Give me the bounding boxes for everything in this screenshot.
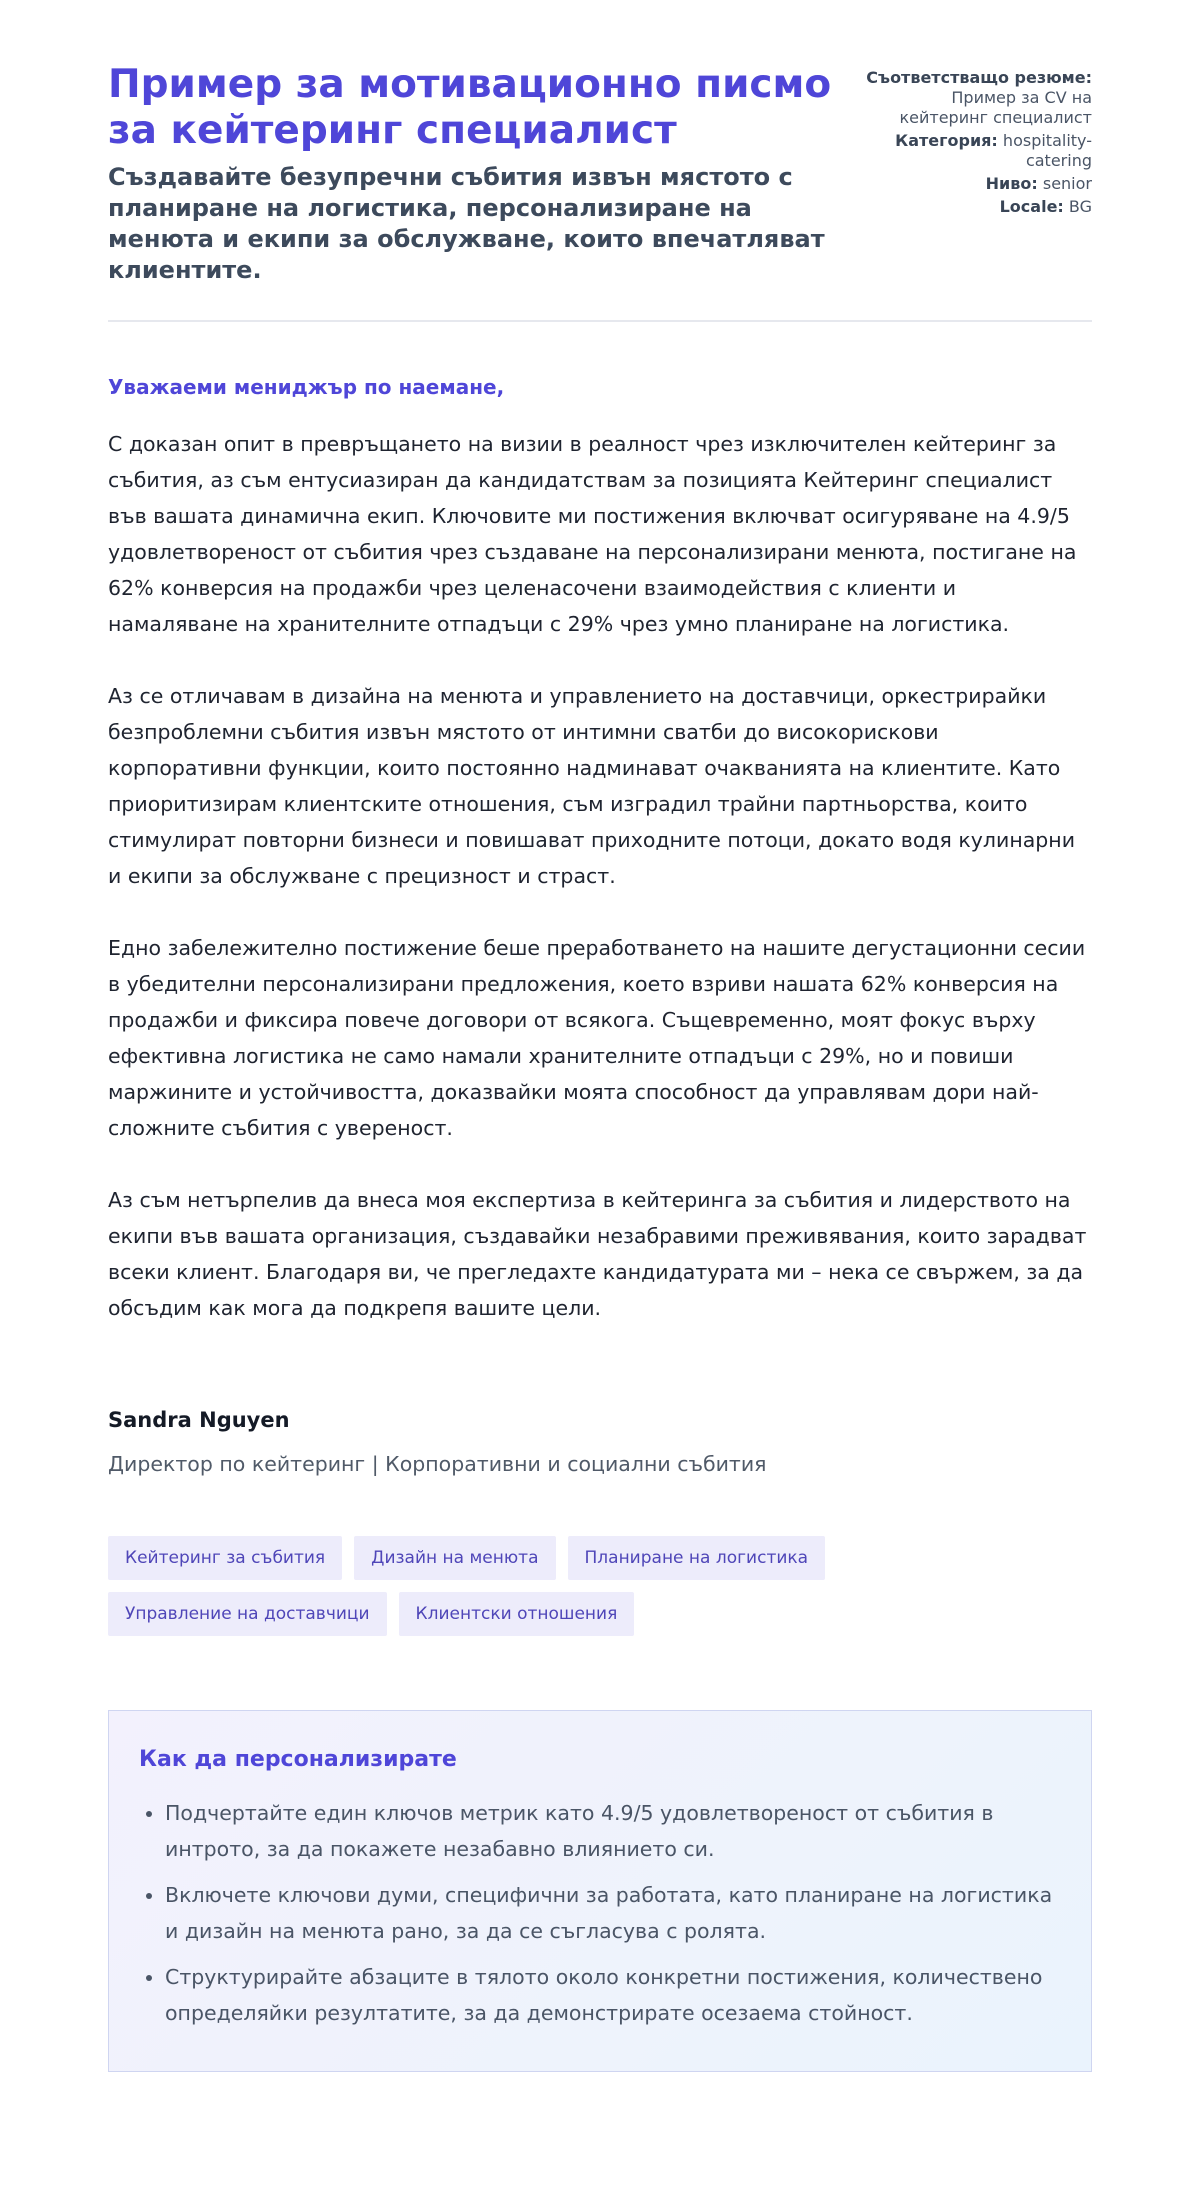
customization-tips-box xyxy=(108,1710,1092,2072)
meta-level xyxy=(858,174,1092,194)
signature-name: Sandra Nguyen xyxy=(108,1408,290,1432)
tip-item: • Подчертайте един ключов метрик като 4.9/5 удовлетвореност от събития в интрото, за да покажете незабавно влиянието си. xyxy=(165,1795,1061,1867)
page-subtitle: Създавайте безупречни събития извън мястото с планиране на логистика, персонализиране на менюта и екипи за обслужване, които впечатляват клиентите. xyxy=(108,163,825,284)
letter-salutation: Уважаеми мениджър по наемане, xyxy=(108,375,505,399)
signature-title: Директор по кейтеринг | Корпоративни и социални събития xyxy=(108,1452,767,1476)
skill-tag: Клиентски отношения xyxy=(399,1592,635,1636)
skill-tags xyxy=(108,1536,868,1636)
letter-paragraph-1: С доказан опит в превръщането на визии в реалност чрез изключителен кейтеринг за събития, аз съм ентусиазиран да кандидатствам за позицията Кейтеринг специалист във вашата динамична екип. Ключовите ми постижения включват осигуряване на 4.9/5 удовлетвореност от събития чрез създаване на персонализирани менюта, постигане на 62% конверсия на продажби чрез целенасочени взаимодействия с клиенти и намаляване на хранителните отпадъци с 29% чрез умно планиране на логистика. xyxy=(108,432,1077,636)
meta-resume xyxy=(858,68,1092,128)
meta-resume-label: Съответстващо резюме: xyxy=(866,68,1092,87)
page-header xyxy=(108,62,1092,286)
skill-tag: Кейтеринг за събития xyxy=(108,1536,342,1580)
header-divider xyxy=(108,320,1092,322)
letter-body xyxy=(108,426,1092,1326)
meta-category-value: hospitality-catering xyxy=(1002,131,1092,170)
meta-category xyxy=(858,131,1092,171)
meta-locale-value: BG xyxy=(1068,197,1092,216)
tips-title: Как да персонализирате xyxy=(139,1747,457,1772)
meta-locale-label: Locale: xyxy=(999,197,1064,216)
signature-block xyxy=(108,1406,1092,1478)
letter-paragraph-3: Едно забележително постижение беше преработването на нашите дегустационни сесии в убедителни персонализирани предложения, което взриви нашата 62% конверсия на продажби и фиксира повече договори от всякога. Същевременно, моят фокус върху ефективна логистика не само намали хранителните отпадъци с 29%, но и повиши маржините и устойчивостта, доказвайки моята способност да управлявам дори най-сложните събития с увереност. xyxy=(108,936,1086,1140)
skill-tag: Управление на доставчици xyxy=(108,1592,387,1636)
page-title: Пример за мотивационно писмо за кейтеринг специалист xyxy=(108,62,832,153)
meta-category-label: Категория: xyxy=(895,131,998,150)
skill-tag: Дизайн на менюта xyxy=(354,1536,555,1580)
meta-level-label: Ниво: xyxy=(985,174,1038,193)
tips-list xyxy=(139,1795,1061,2031)
meta-level-value: senior xyxy=(1042,174,1092,193)
letter-paragraph-2: Аз се отличавам в дизайна на менюта и управлението на доставчици, оркестрирайки безпроблемни събития извън мястото от интимни сватби до високорискови корпоративни функции, които постоянно надминават очакванията на клиентите. Като приоритизирам клиентските отношения, съм изградил трайни партньорства, които стимулират повторни бизнеси и повишават приходните потоци, докато водя кулинарни и екипи за обслужване с прецизност и страст. xyxy=(108,684,1076,888)
meta-resume-value: Пример за CV на кейтеринг специалист xyxy=(899,88,1092,127)
header-titles xyxy=(108,62,858,286)
letter-paragraph-4: Аз съм нетърпелив да внеса моя експертиза в кейтеринга за събития и лидерството на екипи във вашата организация, създавайки незабравими преживявания, които зарадват всеки клиент. Благодаря ви, че прегледахте кандидатурата ми – нека се свържем, за да обсъдим как мога да подкрепя вашите цели. xyxy=(108,1188,1087,1320)
tip-item: • Структурирайте абзаците в тялото около конкретни постижения, количествено определяйки резултатите, за да демонстрирате осезаема стойност. xyxy=(165,1959,1061,2031)
meta-locale xyxy=(858,197,1092,217)
tip-item: • Включете ключови думи, специфични за работата, като планиране на логистика и дизайн на менюта рано, за да се съгласува с ролята. xyxy=(165,1877,1061,1949)
skill-tag: Планиране на логистика xyxy=(568,1536,826,1580)
meta-panel xyxy=(858,68,1092,220)
